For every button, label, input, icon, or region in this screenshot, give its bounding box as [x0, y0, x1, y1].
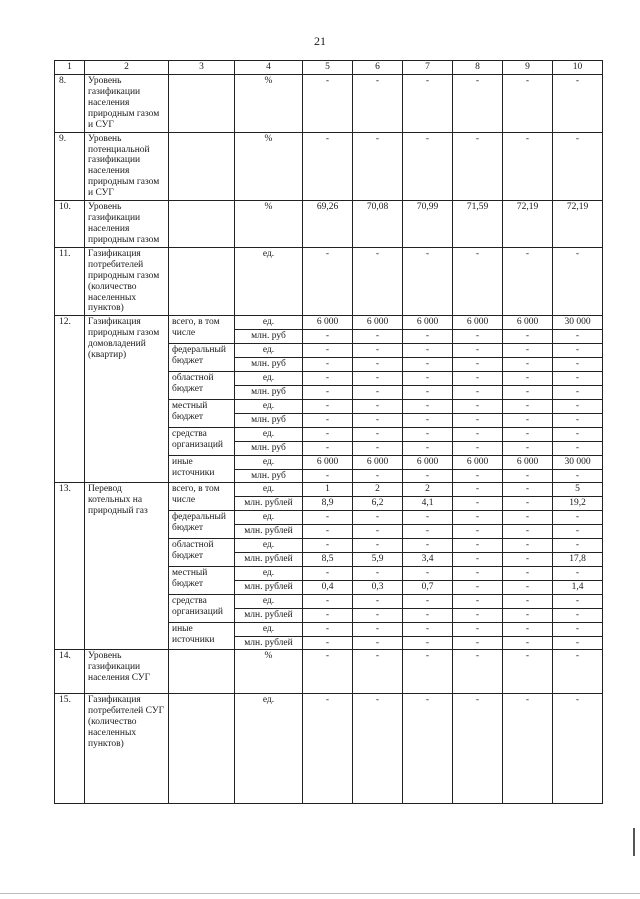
- value-cell: -: [403, 622, 453, 636]
- indicator-name: Газификация потребителей СУГ (количество населенных пунктов): [85, 694, 169, 804]
- indicator-name: Перевод котельных на природный газ: [85, 483, 169, 650]
- unit-cell: млн. рублей: [235, 636, 303, 650]
- value-cell: -: [453, 247, 503, 316]
- table-row: [55, 694, 603, 804]
- unit-cell: млн. руб: [235, 358, 303, 372]
- value-cell: -: [303, 247, 353, 316]
- value-cell: 69,26: [303, 201, 353, 248]
- value-cell: -: [353, 413, 403, 427]
- value-cell: -: [503, 413, 553, 427]
- row-number: 8.: [55, 75, 85, 133]
- value-cell: 6 000: [353, 455, 403, 469]
- unit-cell: млн. руб: [235, 330, 303, 344]
- value-cell: -: [353, 132, 403, 201]
- unit-cell: ед.: [235, 247, 303, 316]
- value-cell: -: [503, 247, 553, 316]
- value-cell: 8,5: [303, 553, 353, 567]
- value-cell: -: [503, 622, 553, 636]
- header-cell: 4: [235, 61, 303, 75]
- header-cell: 2: [85, 61, 169, 75]
- row-number: 14.: [55, 650, 85, 694]
- value-cell: -: [403, 413, 453, 427]
- value-cell: -: [503, 385, 553, 399]
- header-cell: 9: [503, 61, 553, 75]
- value-cell: -: [503, 539, 553, 553]
- value-cell: -: [503, 330, 553, 344]
- value-cell: -: [403, 636, 453, 650]
- value-cell: -: [303, 525, 353, 539]
- unit-cell: ед.: [235, 594, 303, 608]
- value-cell: -: [303, 694, 353, 804]
- value-cell: -: [353, 636, 403, 650]
- value-cell: -: [353, 344, 403, 358]
- value-cell: -: [503, 650, 553, 694]
- header-row: [55, 61, 603, 75]
- unit-cell: ед.: [235, 622, 303, 636]
- value-cell: -: [353, 566, 403, 580]
- value-cell: 30 000: [553, 316, 603, 330]
- value-cell: -: [303, 566, 353, 580]
- value-cell: -: [403, 511, 453, 525]
- value-cell: -: [403, 594, 453, 608]
- value-cell: -: [453, 469, 503, 483]
- value-cell: -: [303, 622, 353, 636]
- unit-cell: %: [235, 75, 303, 133]
- table-row: [55, 201, 603, 248]
- value-cell: -: [553, 622, 603, 636]
- value-cell: -: [353, 511, 403, 525]
- source-cell: [169, 650, 235, 694]
- unit-cell: млн. рублей: [235, 497, 303, 511]
- table-row: [55, 483, 603, 497]
- value-cell: 6 000: [303, 455, 353, 469]
- scan-bottom-edge: [0, 893, 640, 894]
- value-cell: -: [553, 469, 603, 483]
- value-cell: -: [403, 441, 453, 455]
- value-cell: 6 000: [303, 316, 353, 330]
- table-row: [55, 75, 603, 133]
- unit-cell: млн. руб: [235, 441, 303, 455]
- value-cell: -: [503, 580, 553, 594]
- header-cell: 10: [553, 61, 603, 75]
- unit-cell: ед.: [235, 372, 303, 386]
- value-cell: -: [503, 75, 553, 133]
- funding-source: местный бюджет: [169, 566, 235, 594]
- funding-source: иные источники: [169, 622, 235, 650]
- value-cell: -: [503, 636, 553, 650]
- value-cell: -: [553, 247, 603, 316]
- value-cell: -: [303, 469, 353, 483]
- value-cell: -: [453, 132, 503, 201]
- value-cell: 17,8: [553, 553, 603, 567]
- value-cell: 2: [353, 483, 403, 497]
- value-cell: -: [403, 566, 453, 580]
- value-cell: -: [453, 553, 503, 567]
- value-cell: 1: [303, 483, 353, 497]
- row-number: 12.: [55, 316, 85, 483]
- row-number: 9.: [55, 132, 85, 201]
- value-cell: -: [353, 594, 403, 608]
- value-cell: -: [303, 539, 353, 553]
- value-cell: -: [353, 372, 403, 386]
- row-number: 13.: [55, 483, 85, 650]
- unit-cell: ед.: [235, 455, 303, 469]
- value-cell: -: [453, 483, 503, 497]
- value-cell: 6 000: [353, 316, 403, 330]
- unit-cell: млн. руб: [235, 413, 303, 427]
- value-cell: -: [303, 399, 353, 413]
- table-row: [55, 132, 603, 201]
- table-row: [55, 316, 603, 330]
- value-cell: -: [503, 441, 553, 455]
- value-cell: -: [553, 441, 603, 455]
- indicator-name: Уровень газификации населения природным газом: [85, 201, 169, 248]
- source-cell: [169, 694, 235, 804]
- value-cell: 5: [553, 483, 603, 497]
- value-cell: -: [303, 385, 353, 399]
- unit-cell: млн. руб: [235, 385, 303, 399]
- value-cell: -: [403, 469, 453, 483]
- value-cell: 1,4: [553, 580, 603, 594]
- value-cell: -: [403, 385, 453, 399]
- value-cell: -: [553, 344, 603, 358]
- funding-source: иные источники: [169, 455, 235, 483]
- value-cell: -: [303, 358, 353, 372]
- value-cell: -: [453, 622, 503, 636]
- value-cell: 0,7: [403, 580, 453, 594]
- value-cell: -: [353, 650, 403, 694]
- value-cell: -: [503, 553, 553, 567]
- value-cell: -: [553, 385, 603, 399]
- unit-cell: млн. рублей: [235, 580, 303, 594]
- value-cell: -: [503, 358, 553, 372]
- unit-cell: ед.: [235, 483, 303, 497]
- value-cell: 71,59: [453, 201, 503, 248]
- table-row: [55, 247, 603, 316]
- value-cell: -: [303, 344, 353, 358]
- indicator-name: Газификация потребителей природным газом (количество населенных пунктов): [85, 247, 169, 316]
- table-row: [55, 650, 603, 694]
- source-cell: [169, 201, 235, 248]
- value-cell: -: [403, 399, 453, 413]
- header-cell: 5: [303, 61, 353, 75]
- value-cell: -: [353, 469, 403, 483]
- funding-source: областной бюджет: [169, 372, 235, 400]
- funding-source: федеральный бюджет: [169, 511, 235, 539]
- indicators-table: [54, 60, 603, 804]
- value-cell: -: [453, 441, 503, 455]
- funding-source: федеральный бюджет: [169, 344, 235, 372]
- value-cell: 5,9: [353, 553, 403, 567]
- funding-source: местный бюджет: [169, 399, 235, 427]
- source-cell: [169, 75, 235, 133]
- value-cell: -: [553, 358, 603, 372]
- value-cell: -: [553, 132, 603, 201]
- funding-source: областной бюджет: [169, 539, 235, 567]
- value-cell: -: [353, 399, 403, 413]
- unit-cell: ед.: [235, 316, 303, 330]
- value-cell: 6 000: [503, 455, 553, 469]
- value-cell: -: [303, 330, 353, 344]
- value-cell: 6 000: [453, 316, 503, 330]
- value-cell: -: [503, 427, 553, 441]
- unit-cell: %: [235, 132, 303, 201]
- value-cell: -: [353, 330, 403, 344]
- value-cell: -: [503, 372, 553, 386]
- value-cell: -: [403, 372, 453, 386]
- value-cell: 72,19: [503, 201, 553, 248]
- funding-source: всего, в том числе: [169, 483, 235, 511]
- value-cell: -: [503, 399, 553, 413]
- unit-cell: %: [235, 650, 303, 694]
- value-cell: -: [453, 344, 503, 358]
- unit-cell: млн. руб: [235, 469, 303, 483]
- value-cell: -: [503, 608, 553, 622]
- value-cell: -: [453, 385, 503, 399]
- value-cell: -: [353, 75, 403, 133]
- value-cell: -: [353, 608, 403, 622]
- unit-cell: ед.: [235, 399, 303, 413]
- value-cell: -: [453, 539, 503, 553]
- value-cell: -: [453, 511, 503, 525]
- funding-source: средства организаций: [169, 594, 235, 622]
- indicator-name: Газификация природным газом домовладений (квартир): [85, 316, 169, 483]
- value-cell: -: [453, 330, 503, 344]
- value-cell: -: [453, 608, 503, 622]
- value-cell: -: [503, 594, 553, 608]
- value-cell: -: [453, 497, 503, 511]
- row-number: 15.: [55, 694, 85, 804]
- value-cell: 2: [403, 483, 453, 497]
- value-cell: -: [303, 636, 353, 650]
- value-cell: -: [403, 694, 453, 804]
- value-cell: 19,2: [553, 497, 603, 511]
- value-cell: -: [353, 247, 403, 316]
- value-cell: -: [353, 525, 403, 539]
- value-cell: -: [453, 594, 503, 608]
- header-cell: 6: [353, 61, 403, 75]
- value-cell: -: [303, 441, 353, 455]
- value-cell: -: [353, 385, 403, 399]
- value-cell: -: [303, 594, 353, 608]
- value-cell: -: [453, 427, 503, 441]
- value-cell: -: [553, 566, 603, 580]
- funding-source: всего, в том числе: [169, 316, 235, 344]
- value-cell: -: [403, 358, 453, 372]
- value-cell: -: [503, 511, 553, 525]
- value-cell: -: [503, 566, 553, 580]
- row-number: 10.: [55, 201, 85, 248]
- value-cell: -: [303, 608, 353, 622]
- value-cell: -: [553, 539, 603, 553]
- value-cell: 70,99: [403, 201, 453, 248]
- value-cell: -: [353, 427, 403, 441]
- source-cell: [169, 247, 235, 316]
- value-cell: -: [453, 636, 503, 650]
- value-cell: -: [553, 399, 603, 413]
- value-cell: -: [503, 483, 553, 497]
- value-cell: -: [553, 594, 603, 608]
- value-cell: -: [453, 525, 503, 539]
- indicator-name: Уровень потенциальной газификации населения природным газом и СУГ: [85, 132, 169, 201]
- value-cell: -: [353, 622, 403, 636]
- value-cell: -: [453, 580, 503, 594]
- row-number: 11.: [55, 247, 85, 316]
- value-cell: -: [403, 608, 453, 622]
- value-cell: 70,08: [353, 201, 403, 248]
- value-cell: -: [503, 344, 553, 358]
- value-cell: -: [303, 650, 353, 694]
- scan-edge-mark: [633, 828, 635, 856]
- value-cell: 30 000: [553, 455, 603, 469]
- value-cell: -: [453, 650, 503, 694]
- value-cell: -: [503, 497, 553, 511]
- value-cell: -: [353, 441, 403, 455]
- value-cell: -: [303, 511, 353, 525]
- value-cell: -: [503, 469, 553, 483]
- unit-cell: ед.: [235, 694, 303, 804]
- value-cell: -: [453, 358, 503, 372]
- value-cell: 72,19: [553, 201, 603, 248]
- unit-cell: млн. рублей: [235, 525, 303, 539]
- value-cell: -: [553, 413, 603, 427]
- header-cell: 8: [453, 61, 503, 75]
- value-cell: -: [303, 372, 353, 386]
- value-cell: -: [553, 525, 603, 539]
- value-cell: -: [553, 636, 603, 650]
- value-cell: -: [503, 525, 553, 539]
- value-cell: -: [403, 344, 453, 358]
- value-cell: 6 000: [453, 455, 503, 469]
- value-cell: -: [403, 650, 453, 694]
- source-cell: [169, 132, 235, 201]
- value-cell: -: [403, 132, 453, 201]
- unit-cell: ед.: [235, 539, 303, 553]
- value-cell: -: [453, 413, 503, 427]
- value-cell: -: [553, 694, 603, 804]
- unit-cell: ед.: [235, 344, 303, 358]
- value-cell: 8,9: [303, 497, 353, 511]
- indicator-name: Уровень газификации населения СУГ: [85, 650, 169, 694]
- value-cell: -: [453, 372, 503, 386]
- value-cell: -: [453, 694, 503, 804]
- header-cell: 1: [55, 61, 85, 75]
- value-cell: -: [353, 358, 403, 372]
- value-cell: 6 000: [403, 455, 453, 469]
- value-cell: -: [503, 132, 553, 201]
- value-cell: 4,1: [403, 497, 453, 511]
- value-cell: -: [553, 650, 603, 694]
- value-cell: -: [303, 75, 353, 133]
- value-cell: 0,3: [353, 580, 403, 594]
- value-cell: -: [553, 608, 603, 622]
- value-cell: 0,4: [303, 580, 353, 594]
- funding-source: средства организаций: [169, 427, 235, 455]
- value-cell: 6 000: [503, 316, 553, 330]
- value-cell: -: [453, 399, 503, 413]
- unit-cell: ед.: [235, 511, 303, 525]
- value-cell: -: [503, 694, 553, 804]
- unit-cell: ед.: [235, 427, 303, 441]
- value-cell: -: [353, 694, 403, 804]
- value-cell: 6 000: [403, 316, 453, 330]
- value-cell: -: [403, 427, 453, 441]
- value-cell: -: [553, 330, 603, 344]
- value-cell: -: [553, 427, 603, 441]
- value-cell: -: [403, 330, 453, 344]
- value-cell: 6,2: [353, 497, 403, 511]
- value-cell: -: [553, 372, 603, 386]
- unit-cell: %: [235, 201, 303, 248]
- value-cell: -: [553, 75, 603, 133]
- value-cell: -: [403, 75, 453, 133]
- value-cell: -: [403, 525, 453, 539]
- page-number: 21: [314, 34, 326, 48]
- value-cell: -: [303, 413, 353, 427]
- header-cell: 7: [403, 61, 453, 75]
- value-cell: -: [403, 247, 453, 316]
- value-cell: 3,4: [403, 553, 453, 567]
- indicator-name: Уровень газификации населения природным газом и СУГ: [85, 75, 169, 133]
- unit-cell: млн. рублей: [235, 553, 303, 567]
- value-cell: -: [403, 539, 453, 553]
- unit-cell: ед.: [235, 566, 303, 580]
- value-cell: -: [303, 132, 353, 201]
- value-cell: -: [303, 427, 353, 441]
- header-cell: 3: [169, 61, 235, 75]
- value-cell: -: [453, 75, 503, 133]
- value-cell: -: [353, 539, 403, 553]
- unit-cell: млн. рублей: [235, 608, 303, 622]
- value-cell: -: [453, 566, 503, 580]
- value-cell: -: [553, 511, 603, 525]
